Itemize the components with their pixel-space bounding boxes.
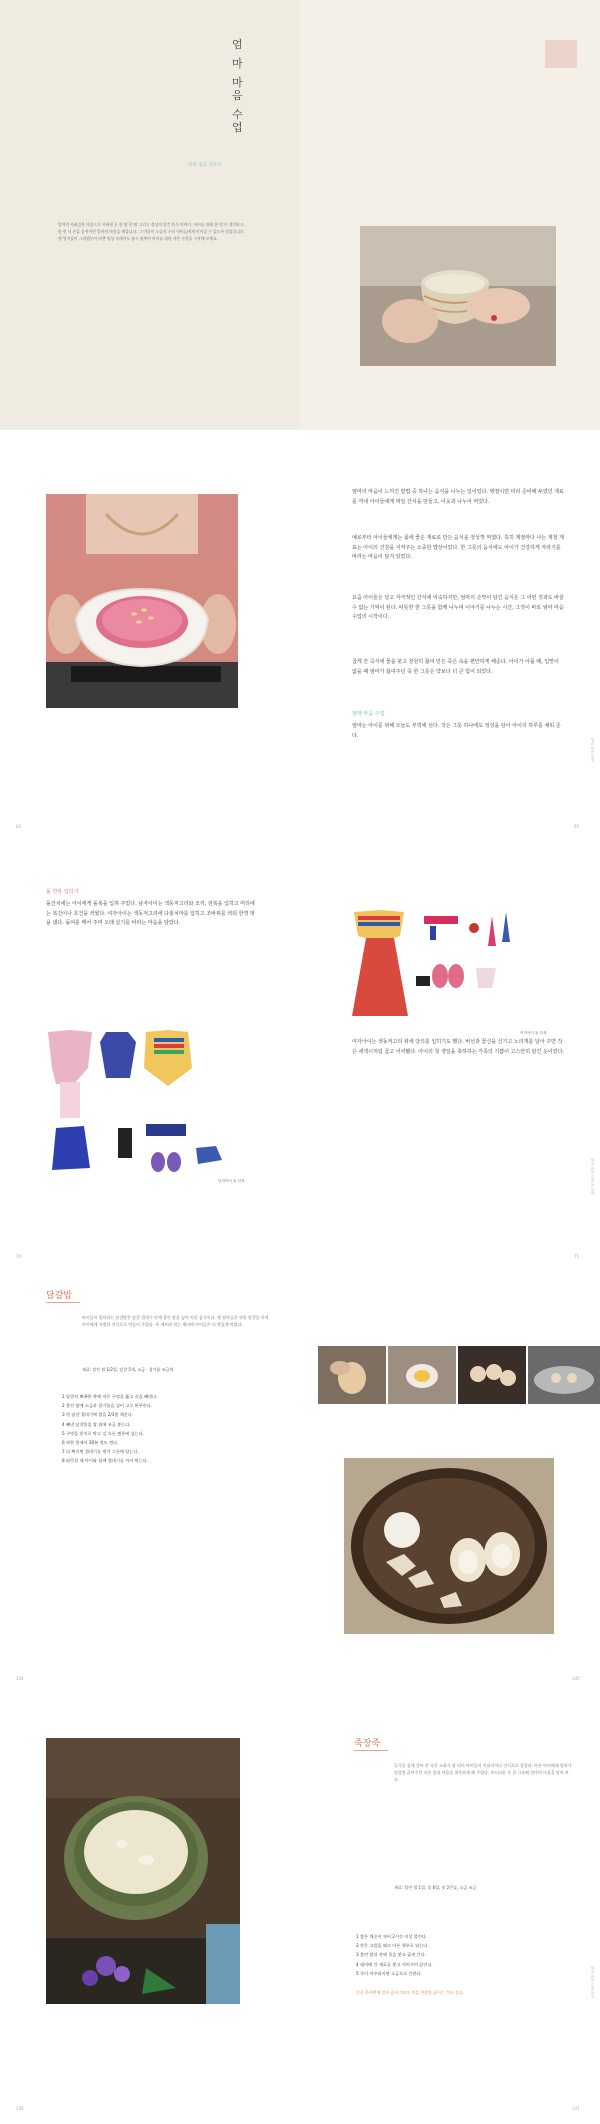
egg-step-photo-3	[458, 1346, 526, 1404]
recipe-step: 7 다 쪄지면 껍데기를 벗겨 그릇에 담는다.	[62, 1449, 139, 1455]
porridge-photo	[46, 1738, 240, 2004]
page-number: 64	[16, 824, 22, 829]
boy-hanbok-photo	[46, 1028, 246, 1178]
body-paragraph: 요즘 아이들은 달고 자극적인 간식에 익숙하지만, 엄마의 손맛이 담긴 음식은 그 어떤 것과도 바꿀 수 없는 기억이 된다. 따뜻한 한 그릇을 함께 나누며 이야기를 나누는 시간, 그것이 바로 엄마 마음 수업의 시작이다.	[352, 595, 564, 621]
section-heading: 돌 한복 입히기	[46, 889, 79, 895]
recipe-ingredients: 재료: 불린 쌀 1컵, 물 6컵, 잣 2큰술, 소금 조금	[394, 1885, 477, 1890]
title-rule	[46, 1302, 80, 1303]
page-number: 65	[574, 824, 580, 829]
title-char: 음	[232, 89, 243, 102]
running-head: 엄마 마음 수업	[591, 738, 595, 762]
body-paragraph: 곱게 간 곡식에 물을 붓고 천천히 끓여 만든 죽은 속을 편안하게 해준다. 아이가 아플 때, 입맛이 없을 때 엄마가 끓여주던 죽 한 그릇은 약보다 더 큰 힘이 되었다.	[352, 659, 559, 675]
spread-porridge	[0, 1716, 600, 2124]
spread-hanbok	[0, 868, 600, 1274]
title-char: 수	[232, 108, 243, 121]
recipe-step: 5 구멍을 한지로 막고 김 오른 찜통에 넣는다.	[62, 1430, 145, 1436]
page-number: 74	[16, 1254, 22, 1259]
rice-bowl-photo	[360, 226, 556, 366]
photo-caption: 남자아이 돌 한복	[218, 1179, 245, 1183]
egg-rice-photo	[344, 1458, 554, 1634]
egg-step-photo-2	[388, 1346, 456, 1404]
cover-subtitle: 하미 넣고 기르기	[188, 163, 222, 168]
title-char: 마	[232, 57, 243, 70]
page-number: 75	[574, 1254, 580, 1259]
pink-dessert-photo	[46, 494, 238, 708]
title-char: 엄	[232, 38, 243, 51]
page-number: 146	[16, 2106, 24, 2111]
section-heading: 엄마 마음 수업	[352, 711, 385, 717]
recipe-step: 5 죽이 어우러지면 소금으로 간한다.	[356, 1970, 422, 1976]
running-head: 엄마 마음 수업 돌 한복	[591, 1158, 595, 1195]
page-number: 145	[572, 1676, 580, 1681]
recipe-step: 3 불린 쌀과 잣에 물을 붓고 곱게 간다.	[356, 1952, 426, 1958]
recipe-step: 3 빈 달걀 껍데기에 쌀을 2/3쯤 채운다.	[62, 1412, 134, 1418]
page-number: 147	[572, 2106, 580, 2111]
egg-step-photo-1	[318, 1346, 386, 1404]
body-paragraph: 돌잔치에는 아이에게 돌복을 입혀 주었다. 남자아이는 색동저고리와 조끼, 전복을 입히고 머리에는 복건이나 호건을 씌웠다. 여자아이는 색동저고리에 다홍치마를 입히고 조바위를 씌워 한껏 멋을 냈다. 돌띠를 매어 주며 오래 살기를 바라는 마음을 담았다.	[46, 901, 255, 927]
photo-caption: 여자아이 돌 한복	[520, 1031, 547, 1035]
recipe-title: 달걀밥	[46, 1291, 73, 1301]
cover-title	[232, 38, 246, 134]
recipe-step: 2 잣은 고깔을 떼고 마른 행주로 닦는다.	[356, 1943, 429, 1949]
recipe-ingredients: 재료: 불린 쌀 1/2컵, 달걀 5개, 소금 · 참기름 조금씩	[82, 1367, 174, 1372]
cover-stamp	[545, 40, 577, 68]
recipe-step: 4 냄비에 간 재료를 붓고 저어가며 끓인다.	[356, 1961, 433, 1967]
body-paragraph: 엄마는 아이를 위해 오늘도 부엌에 선다. 작은 그릇 하나에도 정성을 담아 아이의 하루를 채워 준다.	[352, 723, 561, 739]
running-head: 엄마 마음 수업 음식	[591, 1966, 595, 1999]
recipe-steps	[62, 1392, 272, 1466]
recipe-intro: 아이들이 좋아하는 달걀밥은 달걀 껍데기 안에 불린 쌀을 넣어 익힌 음식이다. 옛 엄마들은 귀한 달걀을 아껴 아이에게 특별한 간식으로 만들어 주었다. 톡 깨뜨려 먹는 재미에 아이들은 더 맛있게 먹었다.	[82, 1315, 269, 1327]
cover-intro: 엄마의 사려깊은 마음으로 키워낸 옷 한 땀 한 땀 그리고 정성이 담긴 음식 이야기. 아이를 위해 한 번 더 생각하고, 한 번 더 손을 움직이던 엄마의 마음을 배웁니다. 그 마음이 오늘의 우리 아이들에게 이어질 수 있도록 담았습니다. 옛 엄마들이 그러했듯이 바쁜 일상 속에서도 잠시 멈추어 아이를 위한 작은 수업을 시작해 보세요.	[58, 222, 245, 241]
recipe-step: 8 따뜻할 때 아이와 함께 껍데기를 까서 먹는다.	[62, 1458, 149, 1464]
recipe-step: 6 약한 불에서 30분 정도 찐다.	[62, 1440, 119, 1446]
spread-cover	[0, 0, 600, 430]
recipe-note: 죽은 한꺼번에 많이 끓이기보다 먹을 만큼만 끓이는 것이 좋다.	[356, 1990, 465, 1995]
body-paragraph: 엄마의 마음이 느껴진 방법 중 하나는 음식을 나누는 일이었다. 명절이면 미리 준비해 두었던 재료를 꺼내 아이들에게 먹일 간식을 만들고, 이웃과 나누어 먹었다.	[352, 489, 564, 505]
girl-hanbok-photo	[346, 906, 562, 1026]
spread-dessert	[0, 448, 600, 854]
title-char: 업	[232, 121, 243, 134]
title-char: 마	[232, 76, 243, 89]
recipe-step: 2 불린 쌀에 소금과 참기름을 넣어 고루 버무린다.	[62, 1403, 153, 1409]
body-paragraph: 여자아이는 색동저고리 위에 당의를 입히기도 했다. 버선과 꽃신을 신기고 노리개를 달아 주면 작은 새색시처럼 곱고 어여뻤다. 아이의 첫 생일을 축하하는 가족의 기쁨이 고스란히 담긴 옷이었다.	[352, 1039, 564, 1055]
recipe-step: 4 빼낸 달걀물을 쌀 위에 조금 붓는다.	[62, 1421, 131, 1427]
spread-egg-rice	[0, 1280, 600, 1698]
egg-step-photo-4	[528, 1346, 600, 1404]
body-paragraph: 예로부터 아이들에게는 몸에 좋은 재료로 만든 음식을 정성껏 먹였다. 특히 계절마다 나는 제철 재료는 아이의 건강을 지켜주는 소중한 밥상이었다. 한 그릇의 음식에도 아이가 건강하게 자라기를 바라는 마음이 담겨 있었다.	[352, 535, 564, 561]
recipe-step: 1 쌀은 깨끗이 씻어 2시간 이상 불린다.	[356, 1934, 428, 1939]
recipe-step: 1 달걀의 뾰족한 쪽에 작은 구멍을 뚫고 속을 빼낸다.	[62, 1394, 158, 1399]
recipe-steps	[356, 1932, 576, 1978]
page-number: 144	[16, 1676, 24, 1681]
recipe-title: 죽장죽	[354, 1739, 381, 1749]
title-rule	[354, 1750, 388, 1751]
recipe-intro: 곡식을 곱게 갈아 쑨 죽은 소화가 잘 되어 아이들의 이유식이나 간식으로 좋았다. 아픈 아이에게 엄마가 정성껏 끓여주던 죽은 몸과 마음을 따뜻하게 해 주었다. 부드러운 죽 한 그릇에 엄마의 마음을 담아 보자.	[394, 1763, 572, 1782]
